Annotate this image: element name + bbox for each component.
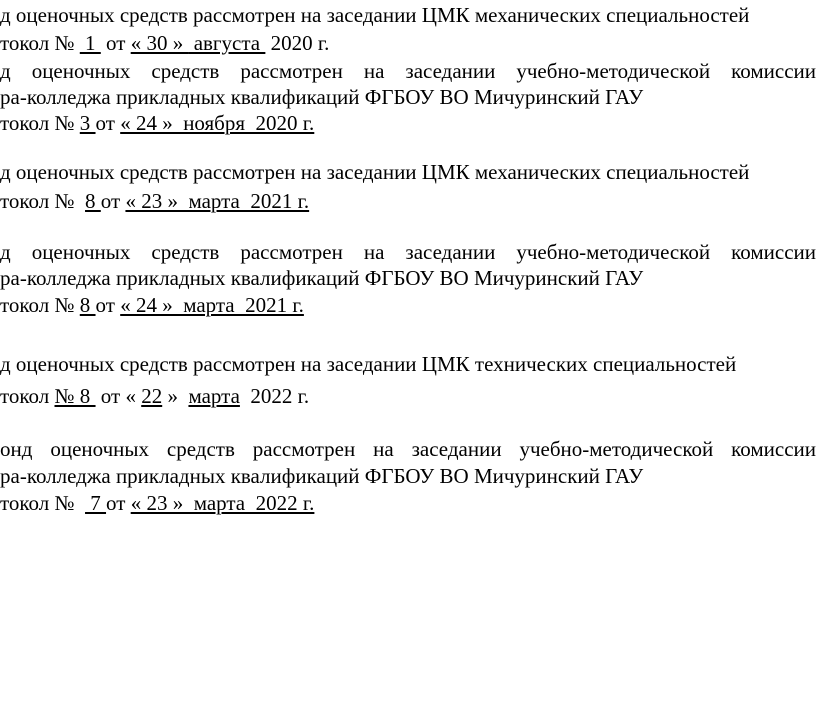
protocol-date: « 23 » марта 2021 г.: [125, 189, 310, 213]
protocol-prefix: токол №: [0, 189, 86, 213]
protocol-prefix: токол №: [0, 491, 86, 515]
protocol-date: « 23 » марта 2022 г.: [130, 491, 315, 515]
block4-line2: ра-колледжа прикладных квалификаций ФГБОУ ВО Мичуринский ГАУ: [0, 266, 644, 290]
block3-protocol: [0, 188, 309, 214]
block6-protocol: [0, 490, 314, 516]
protocol-ot: от: [106, 491, 131, 515]
block5-protocol: [0, 383, 309, 409]
block3-line1: д оценочных средств рассмотрен на заседании ЦМК механических специальностей: [0, 160, 750, 184]
block1-line1: д оценочных средств рассмотрен на заседании ЦМК механических специальностей: [0, 3, 750, 27]
protocol-month: августа: [188, 31, 266, 55]
block6-line1: онд оценочных средств рассмотрен на заседании учебно-методической комиссии: [0, 437, 816, 461]
block4-protocol: [0, 292, 304, 318]
protocol-month: марта: [188, 384, 240, 408]
protocol-year: 2020 г.: [265, 31, 330, 55]
block2-line2: ра-колледжа прикладных квалификаций ФГБОУ ВО Мичуринский ГАУ: [0, 85, 644, 109]
protocol-number: № 8: [54, 384, 96, 408]
protocol-date: « 24 » марта 2021 г.: [120, 293, 304, 317]
block5-line1: д оценочных средств рассмотрен на заседании ЦМК технических специальностей: [0, 352, 737, 376]
protocol-mid: »: [162, 384, 189, 408]
protocol-ot: от: [100, 31, 131, 55]
block1-protocol: [0, 30, 329, 56]
protocol-date: « 24 » ноября 2020 г.: [120, 111, 315, 135]
protocol-ot: от: [95, 293, 121, 317]
protocol-year: 2022 г.: [239, 384, 310, 408]
protocol-ot: от «: [95, 384, 142, 408]
protocol-number: 3: [79, 111, 96, 135]
protocol-ot: от: [100, 189, 126, 213]
protocol-day: 22: [141, 384, 163, 408]
block2-line1: д оценочных средств рассмотрен на заседании учебно-методической комиссии: [0, 59, 816, 83]
protocol-number: 1: [79, 31, 101, 55]
protocol-prefix: токол №: [0, 111, 80, 135]
protocol-ot: от: [95, 111, 121, 135]
block6-line2: ра-колледжа прикладных квалификаций ФГБОУ ВО Мичуринский ГАУ: [0, 464, 644, 488]
block4-line1: д оценочных средств рассмотрен на заседании учебно-методической комиссии: [0, 240, 816, 264]
protocol-number: 8: [79, 293, 96, 317]
block2-protocol: [0, 110, 314, 136]
protocol-date: « 30 »: [130, 31, 189, 55]
protocol-number: 7: [85, 491, 107, 515]
protocol-prefix: токол №: [0, 31, 80, 55]
protocol-number: 8: [85, 189, 101, 213]
protocol-prefix: токол №: [0, 293, 80, 317]
protocol-prefix: токол: [0, 384, 55, 408]
